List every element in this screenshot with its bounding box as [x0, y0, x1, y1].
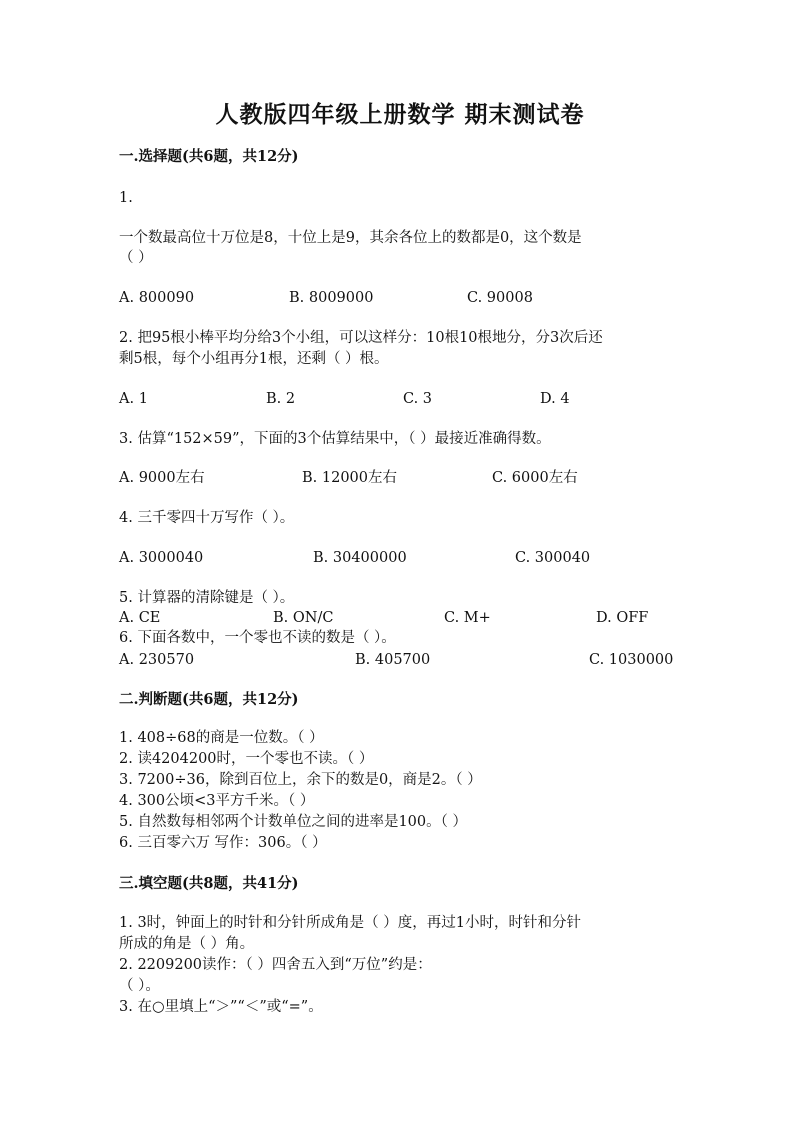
option-c: C. 90008: [467, 290, 533, 306]
question-text: 一个数最高位十万位是8，十位上是9，其余各位上的数都是0，这个数是: [119, 230, 582, 246]
option-b: B. 405700: [355, 652, 431, 668]
option-d: D. 4: [540, 391, 570, 407]
question-text: （ ）。: [119, 978, 160, 994]
question-text: 2. 2209200读作：（ ）四舍五入到“万位”约是：: [119, 957, 432, 973]
list-item: 5. 自然数每相邻两个计数单位之间的进率是100。（ ）: [119, 814, 467, 830]
option-a: A. 800090: [119, 290, 195, 306]
question-text: 3. 估算“152×59”，下面的3个估算结果中，（ ）最接近准确得数。: [119, 431, 551, 447]
question-text: （ ）: [119, 250, 153, 266]
section-heading-choice: 一.选择题(共6题，共12分): [119, 148, 299, 165]
option-b: B. ON/C: [273, 610, 334, 626]
list-item: 2. 读4204200时，一个零也不读。（ ）: [119, 751, 374, 767]
list-item: 3. 7200÷36，除到百位上，余下的数是0，商是2。（ ）: [119, 772, 482, 788]
option-c: C. M+: [444, 610, 491, 626]
option-a: A. 3000040: [119, 550, 204, 566]
option-b: B. 2: [266, 391, 296, 407]
option-a: A. 1: [119, 391, 148, 407]
question-number: 1.: [119, 190, 133, 206]
question-text: 4. 三千零四十万写作（ ）。: [119, 510, 295, 526]
question-text: 所成的角是（ ）角。: [119, 936, 255, 952]
option-c: C. 300040: [515, 550, 591, 566]
question-text: 3. 在○里填上“＞”“＜”或“=”。: [119, 999, 323, 1015]
option-b: B. 12000左右: [302, 470, 398, 486]
option-c: C. 1030000: [589, 652, 674, 668]
option-b: B. 8009000: [289, 290, 374, 306]
option-b: B. 30400000: [313, 550, 407, 566]
option-a: A. 230570: [119, 652, 195, 668]
question-text: 5. 计算器的清除键是（ ）。: [119, 590, 295, 606]
option-a: A. CE: [119, 610, 161, 626]
list-item: 6. 三百零六万 写作：306。（ ）: [119, 835, 327, 851]
section-heading-fill: 三.填空题(共8题，共41分): [119, 875, 299, 892]
question-text: 1. 3时，钟面上的时针和分针所成角是（ ）度，再过1小时，时针和分针: [119, 915, 582, 931]
option-a: A. 9000左右: [119, 470, 205, 486]
section-heading-judge: 二.判断题(共6题，共12分): [119, 691, 299, 708]
question-text: 2. 把95根小棒平均分给3个小组，可以这样分：10根10根地分，分3次后还: [119, 330, 603, 346]
question-text: 剩5根，每个小组再分1根，还剩（ ）根。: [119, 351, 389, 367]
option-c: C. 6000左右: [492, 470, 578, 486]
list-item: 4. 300公顷<3平方千米。（ ）: [119, 793, 315, 809]
page-title: 人教版四年级上册数学 期末测试卷: [215, 101, 585, 128]
question-text: 6. 下面各数中，一个零也不读的数是（ ）。: [119, 630, 396, 646]
option-d: D. OFF: [596, 610, 649, 626]
list-item: 1. 408÷68的商是一位数。（ ）: [119, 730, 324, 746]
option-c: C. 3: [403, 391, 433, 407]
